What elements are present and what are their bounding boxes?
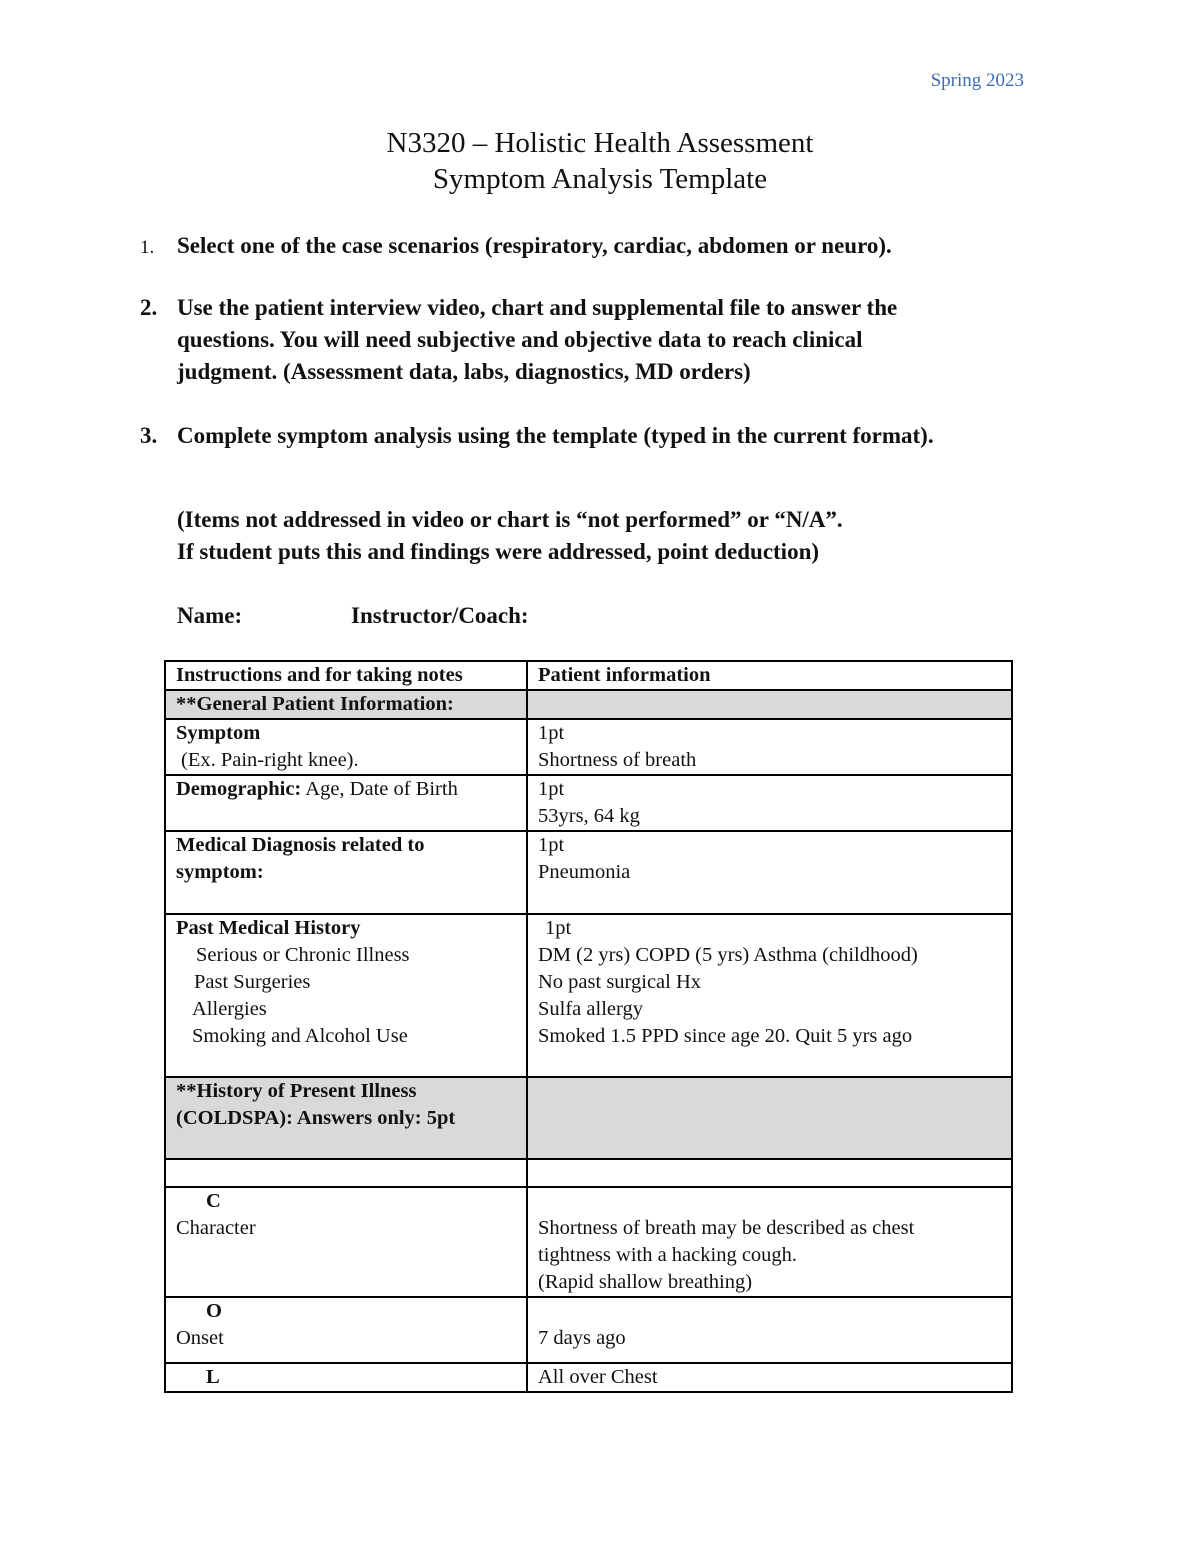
- location-value: All over Chest: [538, 1366, 658, 1388]
- row-symptom: [165, 719, 1012, 775]
- character-value-line: (Rapid shallow breathing): [538, 1271, 753, 1293]
- pmh-value: Smoked 1.5 PPD since age 20. Quit 5 yrs ago: [538, 1025, 913, 1047]
- demographic-label-rest: Age, Date of Birth: [305, 778, 458, 800]
- coldspa-letter: L: [206, 1366, 220, 1388]
- instruction-2: [140, 292, 1040, 388]
- instruction-number: 1.: [140, 237, 155, 258]
- coach-label: Instructor/Coach:: [351, 603, 529, 628]
- grading-note-line: (Items not addressed in video or chart is “not performed” or “N/A”.: [177, 507, 843, 532]
- header-patient-info: Patient information: [527, 661, 1012, 690]
- row-character: [165, 1187, 1012, 1297]
- header-instructions: Instructions and for taking notes: [165, 661, 527, 690]
- instruction-text-line: questions. You will need subjective and objective data to reach clinical: [177, 327, 863, 352]
- name-row: [177, 600, 529, 632]
- row-demographic: [165, 775, 1012, 831]
- symptom-value: Shortness of breath: [538, 749, 697, 771]
- instruction-text: Select one of the case scenarios (respiratory, cardiac, abdomen or neuro).: [177, 233, 892, 258]
- symptom-example: (Ex. Pain-right knee).: [181, 749, 359, 771]
- symptom-analysis-table: [164, 660, 1013, 1393]
- row-past-medical-history: [165, 914, 1012, 1077]
- character-value-line: tightness with a hacking cough.: [538, 1244, 798, 1266]
- pmh-value: DM (2 yrs) COPD (5 yrs) Asthma (childhood): [538, 944, 918, 966]
- character-label: Character: [176, 1217, 256, 1239]
- instruction-1: [140, 230, 1040, 262]
- diagnosis-value: Pneumonia: [538, 861, 631, 883]
- pmh-label: Past Medical History: [176, 917, 361, 939]
- pmh-item: Past Surgeries: [194, 971, 311, 993]
- demographic-value: 53yrs, 64 kg: [538, 805, 640, 827]
- onset-value: 7 days ago: [538, 1327, 626, 1349]
- table-header-row: [165, 661, 1012, 690]
- blank-cell: [165, 1159, 527, 1187]
- section-blank: [527, 690, 1012, 719]
- section-blank: [527, 1077, 1012, 1159]
- pmh-item: Smoking and Alcohol Use: [192, 1025, 408, 1047]
- instruction-number: 3.: [140, 423, 158, 448]
- coldspa-letter: O: [206, 1300, 222, 1322]
- grading-note-line: If student puts this and findings were addressed, point deduction): [177, 539, 820, 564]
- pmh-value: No past surgical Hx: [538, 971, 702, 993]
- diagnosis-label-line: Medical Diagnosis related to: [176, 834, 425, 856]
- name-label: Name:: [177, 603, 243, 628]
- symptom-points: 1pt: [538, 722, 565, 744]
- instruction-text: Complete symptom analysis using the template (typed in the current format).: [177, 423, 934, 448]
- row-onset: [165, 1297, 1012, 1363]
- character-value-line: Shortness of breath may be described as chest: [538, 1217, 915, 1239]
- section-label: **General Patient Information:: [165, 690, 527, 719]
- grading-note: [177, 504, 843, 568]
- pmh-points: 1pt: [545, 917, 572, 939]
- instruction-text-line: Use the patient interview video, chart and supplemental file to answer the: [177, 295, 898, 320]
- row-diagnosis: [165, 831, 1012, 914]
- instruction-number: 2.: [140, 295, 158, 320]
- pmh-item: Serious or Chronic Illness: [196, 944, 410, 966]
- row-location: [165, 1363, 1012, 1392]
- section-general-info: [165, 690, 1012, 719]
- diagnosis-label-line: symptom:: [176, 861, 264, 883]
- template-title: Symptom Analysis Template: [432, 163, 768, 195]
- row-spacer: [165, 1159, 1012, 1187]
- onset-label: Onset: [176, 1327, 224, 1349]
- demographic-points: 1pt: [538, 778, 565, 800]
- pmh-item: Allergies: [192, 998, 267, 1020]
- pmh-value: Sulfa allergy: [538, 998, 643, 1020]
- coldspa-letter: C: [206, 1190, 221, 1212]
- document-title: [0, 125, 1200, 197]
- hpi-label-line: (COLDSPA): Answers only: 5pt: [176, 1107, 456, 1129]
- diagnosis-points: 1pt: [538, 834, 565, 856]
- semester-label: Spring 2023: [930, 70, 1024, 91]
- symptom-label: Symptom: [176, 722, 261, 744]
- hpi-label-line: **History of Present Illness: [176, 1080, 417, 1102]
- instruction-text-line: judgment. (Assessment data, labs, diagnostics, MD orders): [177, 359, 751, 384]
- section-hpi: [165, 1077, 1012, 1159]
- course-title: N3320 – Holistic Health Assessment: [386, 127, 814, 159]
- instruction-3: [140, 420, 1040, 452]
- blank-cell: [527, 1159, 1012, 1187]
- demographic-label: Demographic:: [176, 778, 302, 800]
